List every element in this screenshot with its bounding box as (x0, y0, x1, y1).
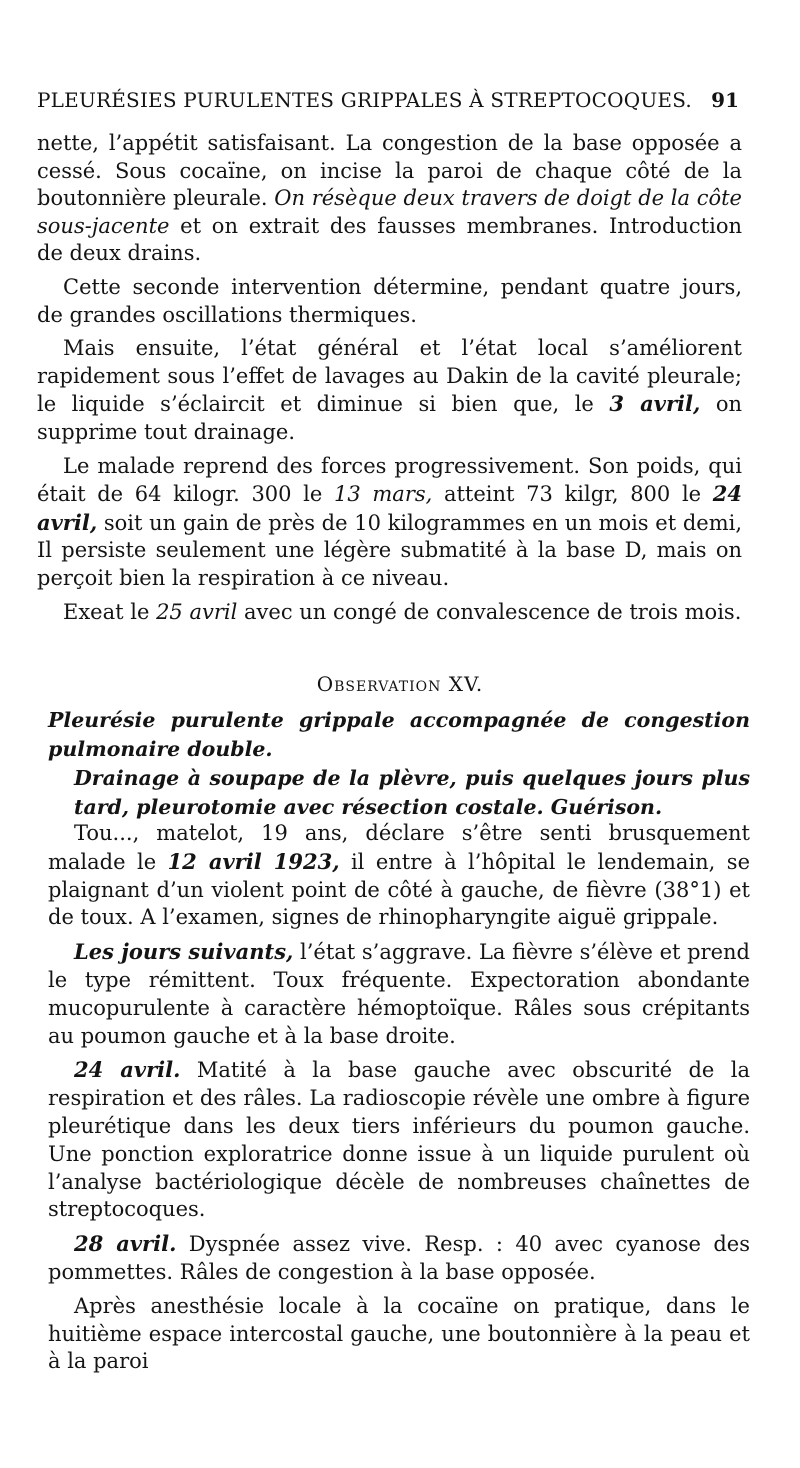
italic-date: 25 avril (156, 599, 238, 624)
observation-heading (0, 672, 800, 696)
paragraph: 28 avril. Dyspnée assez vive. Resp. : 40 avec cyanose des pommettes. Râles de congestion à la base opposée. (48, 1231, 750, 1284)
italic-date: 13 mars, (334, 482, 433, 507)
italic-phrase: Les jours suivants, (74, 939, 294, 965)
paragraph: Après anesthésie locale à la cocaïne on pratique, dans le huitième espace intercostal gauche, une boutonnière à la peau et à la paroi (48, 1293, 750, 1374)
observation-number: XV. (448, 672, 484, 696)
italic-phrase: On résèque deux travers de doigt de la côte sous-jacente (37, 186, 742, 238)
paragraph: Mais ensuite, l’état général et l’état local s’améliorent rapidement sous l’effet de lavages au Dakin de la cavité pleurale; le liquide s’éclaircit et diminue si bien que, le 3 avril, on supprime tout drainage. (37, 336, 743, 444)
paragraph: Le malade reprend des forces progressivement. Son poids, qui était de 64 kilogr. 300 le 13 mars, atteint 73 kilgr, 800 le 24 avril, soit un gain de près de 10 kilogrammes en un mois et demi, Il persiste seulement une légère submatité à la base D, mais on perçoit bien la respiration à ce niveau. (37, 453, 742, 590)
italic-date: 24 avril. (74, 1057, 181, 1083)
subtitle-line: Pleurésie purulente grippale accompagnée de congestion pulmonaire double. (48, 708, 750, 761)
running-title: PLEURÉSIES PURULENTES GRIPPALES À STREPTOCOQUES. (37, 88, 692, 112)
continued-text-block (37, 130, 742, 632)
subtitle-continuation: Drainage à soupape de la plèvre, puis quelques jours plus tard, pleurotomie avec résection costale. Guérison. (74, 766, 750, 819)
page-number: 91 (711, 88, 739, 112)
paragraph: Les jours suivants, l’état s’aggrave. La fièvre s’élève et prend le type rémittent. Toux fréquente. Expectoration abondante mucopurulente à caractère hémoptoïque. Râles sous crépitants au poumon gauche et à la base droite. (48, 939, 750, 1048)
italic-date: 12 avril 1923, (167, 848, 340, 874)
paragraph: Tou..., matelot, 19 ans, déclare s’être senti brusquement malade le 12 avril 1923, il entre à l’hôpital le lendemain, se plaignant d’un violent point de côté à gauche, de fièvre (38°1) et de toux. A l’examen, signes de rhinopharyngite aiguë grippale. (48, 821, 750, 930)
italic-date: 3 avril, (609, 391, 701, 417)
observation-subtitle (48, 706, 750, 822)
paragraph: nette, l’appétit satisfaisant. La congestion de la base opposée a cessé. Sous cocaïne, on incise la paroi de chaque côté de la boutonnière pleurale. On résèque deux travers de doigt de la côte sous-jacente et on extrait des fausses membranes. Introduction de deux drains. (37, 131, 742, 266)
running-header (37, 88, 739, 118)
italic-date: 24 avril, (37, 481, 742, 535)
paragraph: Cette seconde intervention détermine, pendant quatre jours, de grandes oscillations thermiques. (37, 274, 742, 327)
italic-date: 28 avril. (74, 1231, 177, 1257)
paragraph: Exeat le 25 avril avec un congé de convalescence de trois mois. (63, 599, 742, 624)
paragraph: 24 avril. Matité à la base gauche avec obscurité de la respiration et des râles. La radioscopie révèle une ombre à figure pleurétique dans les deux tiers inférieurs du poumon gauche. Une ponction exploratrice donne issue à un liquide purulent où l’analyse bactériologique décèle de nombreuses chaînettes de streptocoques. (48, 1057, 750, 1222)
observation-text-block (48, 820, 750, 1382)
observation-label: Observation (316, 672, 442, 696)
